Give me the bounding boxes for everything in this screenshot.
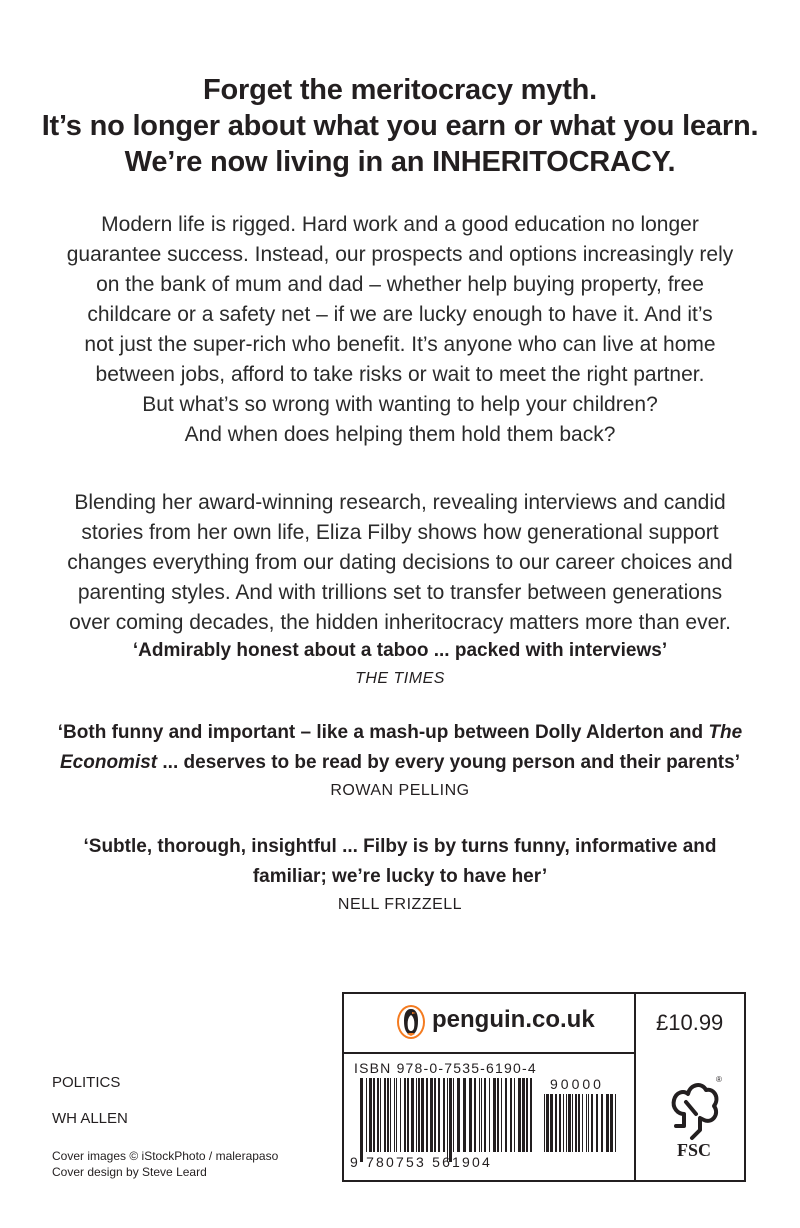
review-quote-pelling bbox=[40, 718, 760, 804]
cover-images-credit: Cover images © iStockPhoto / malerapaso bbox=[52, 1149, 279, 1163]
fsc-registered-mark: ® bbox=[716, 1075, 722, 1084]
headline-line: We’re now living in an INHERITOCRACY. bbox=[124, 146, 676, 178]
cover-design-credit: Cover design by Steve Leard bbox=[52, 1165, 207, 1179]
box-divider bbox=[344, 1052, 634, 1054]
quote-text: ... deserves to be read by every young person and their parents’ bbox=[157, 752, 740, 773]
blurb-line: between jobs, afford to take risks or wait to meet the right partner. bbox=[95, 363, 705, 386]
penguin-logo-icon bbox=[396, 1004, 426, 1040]
quote-italic: The bbox=[708, 722, 743, 743]
blurb-paragraph-2 bbox=[40, 488, 760, 638]
review-quote-frizzell bbox=[40, 832, 760, 918]
blurb-paragraph-1 bbox=[40, 210, 760, 450]
blurb-line: But what’s so wrong with wanting to help your children? bbox=[142, 393, 658, 416]
blurb-line: stories from her own life, Eliza Filby shows how generational support bbox=[81, 521, 719, 544]
barcode-icon bbox=[360, 1078, 536, 1162]
category-label: POLITICS bbox=[52, 1074, 121, 1091]
quote-text: ‘Admirably honest about a taboo ... packed with interviews’ bbox=[132, 640, 668, 661]
quote-source: NELL FRIZZELL bbox=[337, 896, 463, 913]
barcode-addon-icon bbox=[544, 1094, 620, 1162]
barcode-price-box bbox=[342, 992, 746, 1182]
review-quote-times bbox=[40, 636, 760, 692]
blurb-line: And when does helping them hold them back? bbox=[184, 423, 616, 446]
quote-source: ROWAN PELLING bbox=[330, 782, 470, 799]
blurb-line: changes everything from our dating decisions to our career choices and bbox=[67, 551, 733, 574]
quote-text: ‘Subtle, thorough, insightful ... Filby is by turns funny, informative and bbox=[83, 836, 717, 857]
quote-line bbox=[40, 748, 760, 778]
quote-source: THE TIMES bbox=[355, 670, 445, 687]
barcode-digits: 9 780753 561904 bbox=[350, 1154, 492, 1170]
blurb-line: parenting styles. And with trillions set to transfer between generations bbox=[77, 581, 723, 604]
quote-text: familiar; we’re lucky to have her’ bbox=[252, 866, 548, 887]
price-label: £10.99 bbox=[656, 1010, 724, 1035]
blurb-line: Blending her award-winning research, revealing interviews and candid bbox=[74, 491, 726, 514]
publisher-label: WH ALLEN bbox=[52, 1110, 128, 1127]
blurb-line: guarantee success. Instead, our prospects and options increasingly rely bbox=[66, 243, 734, 266]
blurb-line: over coming decades, the hidden inheritocracy matters more than ever. bbox=[69, 611, 731, 634]
isbn-label: ISBN 978-0-7535-6190-4 bbox=[354, 1060, 537, 1076]
box-divider bbox=[634, 994, 636, 1180]
blurb-line: on the bank of mum and dad – whether help buying property, free bbox=[96, 273, 704, 296]
quote-line bbox=[40, 718, 760, 748]
fsc-tree-icon bbox=[662, 1068, 726, 1160]
barcode-addon-digits: 90000 bbox=[550, 1076, 604, 1092]
blurb-line: not just the super-rich who benefit. It’s anyone who can live at home bbox=[84, 333, 716, 356]
headline bbox=[40, 72, 760, 180]
quote-italic: Economist bbox=[60, 752, 158, 773]
headline-line: Forget the meritocracy myth. bbox=[202, 74, 598, 106]
website-label: penguin.co.uk bbox=[432, 1006, 595, 1033]
fsc-label: FSC bbox=[676, 1140, 712, 1160]
quote-text: ‘Both funny and important – like a mash-up between Dolly Alderton and bbox=[57, 722, 709, 743]
blurb-line: Modern life is rigged. Hard work and a good education no longer bbox=[101, 213, 699, 236]
blurb-line: childcare or a safety net – if we are lucky enough to have it. And it’s bbox=[87, 303, 713, 326]
headline-line: It’s no longer about what you earn or what you learn. bbox=[41, 110, 759, 142]
